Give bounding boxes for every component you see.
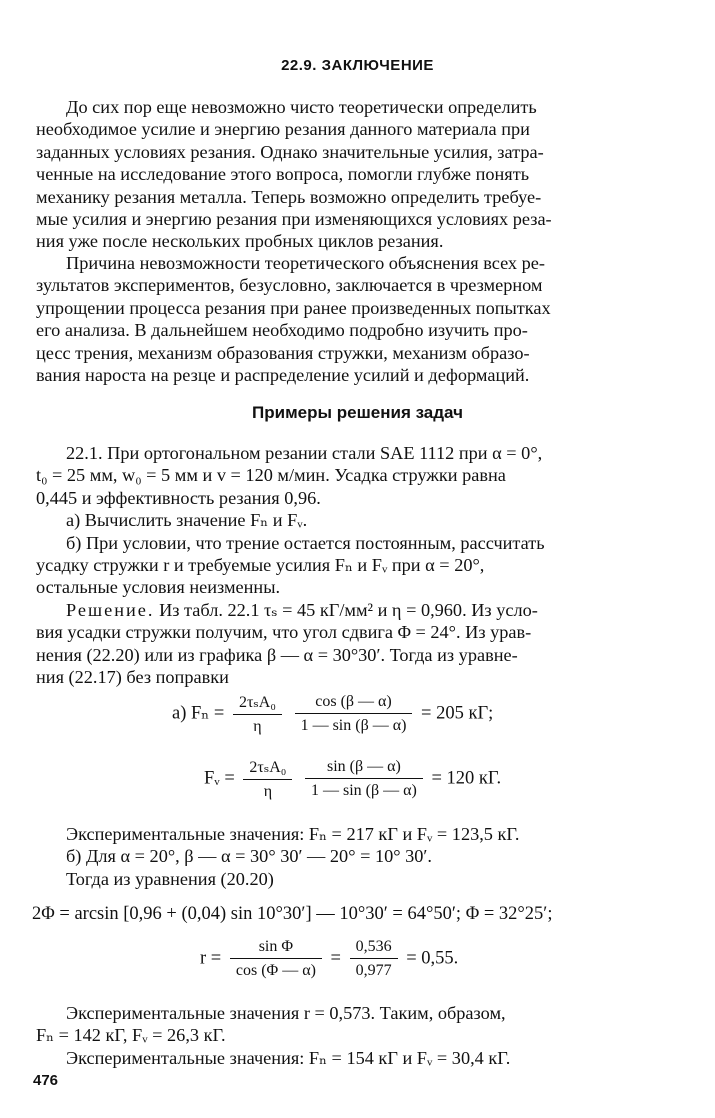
text-line: Экспериментальные значения: Fₙ = 154 кГ и Fᵥ = 30,4 кГ. [66, 1047, 511, 1068]
text-line: ния уже после нескольких пробных циклов резания. [36, 231, 444, 252]
text-line: Экспериментальные значения r = 0,573. Таким, образом, [66, 1003, 506, 1023]
text-line: его анализа. В дальнейшем необходимо подробно изучить про- [36, 320, 528, 341]
text-line: а) Вычислить значение Fₙ и Fᵥ. [66, 510, 308, 531]
phi-equation: 2Φ = arcsin [0,96 + (0,04) sin 10°30′] — 10°30′ = 64°50′; Φ = 32°25′; [32, 904, 553, 924]
text-line: ченные на исследование этого вопроса, помогли глубже понять [36, 164, 530, 185]
text-line: необходимое усилие и энергию резания данного материала при [36, 119, 530, 140]
text-line: До сих пор еще невозможно чисто теоретически определить [66, 97, 537, 117]
text-line: 22.1. При ортогональном резании стали SAE 1112 при α = 0°, [66, 443, 543, 463]
text-line: усадку стружки r и требуемые усилия Fₙ и Fᵥ при α = 20°, [36, 555, 485, 576]
solution-text [36, 599, 679, 689]
fraction: $\frac{0,536}{0,977}$ [350, 938, 398, 980]
text-line: нения (22.20) или из графика β — α = 30°30′. Тогда из уравне- [36, 644, 518, 665]
conclusion-paragraph-2 [36, 252, 679, 386]
formula-r: r = $\frac{\text{sin Φ}}{\cos (\Phi — \alpha)}$ = $\frac{0,536}{0,977}$ = 0,55. [200, 938, 459, 979]
conclusion-paragraph-1 [36, 96, 679, 253]
formula-fn: а) Fₙ = $\frac{\text{2τₛA₀}}{\eta}$ $\frac{\cos (\beta — \alpha)}{1 — \sin (\beta — \alpha)}$ = 205 кГ; [172, 693, 494, 735]
text-line: б) Для α = 20°, β — α = 30° 30′ — 20° = 10° 30′. [66, 846, 432, 867]
formula-fv: Fᵥ = $\frac{\text{2τₛA₀}}{\eta}$ $\frac{\sin (\beta — \alpha)}{1 — \sin (\beta — \alpha)}$ = 120 кГ. [204, 758, 502, 800]
text-line: цесс трения, механизм образования стружки, механизм образо- [36, 342, 530, 363]
text-line: упрощении процесса резания при ранее произведенных попытках [36, 297, 551, 318]
solution-label: Решение. [66, 600, 155, 620]
fraction: $\frac{\text{2τₛA₀}}{\eta}$ [243, 757, 292, 801]
text-line: заданных условиях резания. Однако значительные усилия, затра- [36, 141, 544, 162]
text-line: ния (22.17) без поправки [36, 667, 229, 688]
text-line: мые усилия и энергию резания при изменяющихся условиях реза- [36, 209, 552, 230]
text-line: Решение. Из табл. 22.1 τₛ = 45 кГ/мм² и η = 0,960. Из усло- [66, 600, 538, 620]
text-line: вия усадки стружки получим, что угол сдвига Φ = 24°. Из урав- [36, 622, 532, 643]
problem-statement [36, 442, 679, 599]
examples-heading: Примеры решения задач [252, 403, 463, 422]
fraction: $\frac{\text{2τₛA₀}}{\eta}$ [233, 692, 282, 736]
text-line: остальные условия неизменны. [36, 577, 281, 598]
text-line: зультатов экспериментов, безусловно, заключается в чрезмерном [36, 275, 543, 296]
fraction: $\frac{\sin (\beta — \alpha)}{1 — \sin (\beta — \alpha)}$ [305, 758, 423, 800]
text-line: вания нароста на резце и распределение усилий и деформаций. [36, 365, 530, 386]
experimental-values-a [36, 823, 679, 890]
text-line: б) При условии, что трение остается постоянным, рассчитать [66, 532, 545, 553]
text-line: Экспериментальные значения: Fₙ = 217 кГ и Fᵥ = 123,5 кГ. [66, 824, 520, 844]
text-line: 0,445 и эффективность резания 0,96. [36, 487, 321, 508]
text-line: Причина невозможности теоретического объяснения всех ре- [66, 253, 545, 273]
text-line: Тогда из уравнения (20.20) [66, 868, 274, 889]
text-line: t₀ = 25 мм, w₀ = 5 мм и v = 120 м/мин. Усадка стружки равна [36, 465, 506, 486]
experimental-values-b [36, 1002, 679, 1069]
fraction: $\frac{\cos (\beta — \alpha)}{1 — \sin (\beta — \alpha)}$ [295, 693, 413, 735]
section-heading: 22.9. ЗАКЛЮЧЕНИЕ [281, 57, 434, 74]
text-line: Fₙ = 142 кГ, Fᵥ = 26,3 кГ. [36, 1025, 226, 1046]
fraction: $\frac{\text{sin Φ}}{\cos (\Phi — \alpha)}$ [230, 938, 322, 980]
page-number: 476 [33, 1072, 59, 1089]
text-line: механику резания металла. Теперь возможно определить требуе- [36, 186, 542, 207]
